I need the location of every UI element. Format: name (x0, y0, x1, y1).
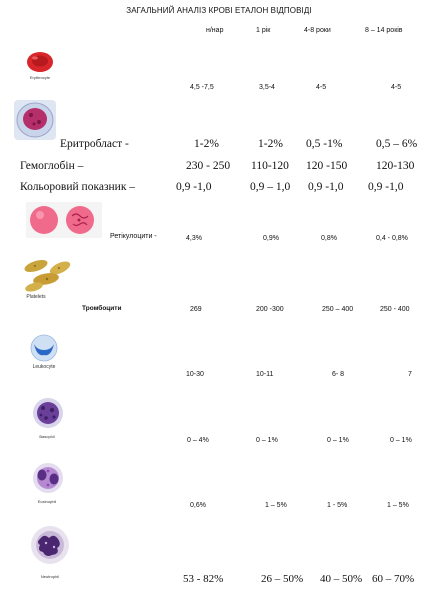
col-header-4-8-years: 4-8 роки (304, 27, 331, 34)
color-index-value-4-8: 0,9 -1,0 (308, 181, 344, 193)
col-header-newborn: н/нар (206, 27, 224, 34)
reticulocytes-value-4-8: 0,8% (321, 235, 337, 242)
hemoglobin-value-4-8: 120 -150 (306, 160, 348, 172)
hemoglobin-value-1-year: 110-120 (251, 160, 289, 172)
hemoglobin-value-8-14: 120-130 (376, 160, 415, 172)
basophil-caption: Basophil (39, 434, 55, 439)
leukocyte-value-8-14: 7 (408, 371, 412, 378)
erythroblast-value-1-year: 1-2% (258, 138, 283, 150)
page-title: ЗАГАЛЬНИЙ АНАЛІЗ КРОВІ ЕТАЛОН ВІДПОВІДІ (126, 6, 312, 15)
thrombocytes-label: Тромбоцити (82, 305, 122, 312)
hemoglobin-value-newborn: 230 - 250 (186, 160, 231, 172)
basophil-value-8-14: 0 – 1% (390, 437, 412, 444)
eosinophil-caption: Eosinophil (37, 499, 57, 504)
eosinophil-value-1-year: 1 – 5% (265, 502, 287, 509)
eosinophil-value-4-8: 1 - 5% (327, 502, 348, 509)
platelets-image (22, 256, 74, 292)
col-header-1-year: 1 рік (256, 27, 271, 34)
erythrocyte-caption: Erythrocyte (29, 75, 51, 80)
leukocyte-value-4-8: 6- 8 (332, 371, 345, 378)
neutrophil-caption: Neutrophil (40, 574, 60, 579)
neutrophil-value-newborn: 53 - 82% (183, 573, 224, 585)
erythrocyte-value-4-8: 4-5 (316, 84, 327, 91)
erythroblast-value-newborn: 1-2% (194, 138, 219, 150)
leukocyte-image (26, 333, 62, 363)
leukocyte-caption: Leukocyte (32, 364, 56, 370)
eosinophil-value-8-14: 1 – 5% (387, 502, 409, 509)
thrombocytes-value-4-8: 250 – 400 (322, 306, 354, 313)
reticulocytes-value-1-year: 0,9% (263, 235, 279, 242)
thrombocytes-value-1-year: 200 -300 (256, 306, 284, 313)
leukocyte-value-newborn: 10-30 (186, 371, 204, 378)
eosinophil-image (30, 460, 66, 496)
erythrocyte-value-newborn: 4,5 -7,5 (190, 84, 214, 91)
neutrophil-value-8-14: 60 – 70% (372, 573, 415, 585)
color-index-value-1-year: 0,9 – 1,0 (250, 181, 291, 193)
thrombocytes-value-newborn: 269 (190, 306, 202, 313)
erythroblast-value-4-8: 0,5 -1% (306, 138, 343, 150)
thrombocytes-value-8-14: 250 - 400 (380, 306, 410, 313)
basophil-value-1-year: 0 – 1% (256, 437, 278, 444)
hemoglobin-label: Гемоглобін – (20, 160, 84, 172)
basophil-value-4-8: 0 – 1% (327, 437, 349, 444)
erythroblast-label: Еритробласт - (60, 138, 129, 150)
neutrophil-value-4-8: 40 – 50% (320, 573, 363, 585)
erythrocyte-image (25, 50, 55, 74)
reticulocytes-value-8-14: 0,4 - 0,8% (376, 235, 408, 242)
erythrocyte-value-1-year: 3,5-4 (259, 84, 275, 91)
platelets-caption: Platelets (26, 294, 46, 300)
erythroblast-image (14, 100, 56, 140)
reticulocyte-image (26, 202, 102, 238)
neutrophil-value-1-year: 26 – 50% (261, 573, 304, 585)
eosinophil-value-newborn: 0,6% (190, 502, 206, 509)
erythrocyte-value-8-14: 4-5 (391, 84, 402, 91)
reticulocytes-label: Ретікулоцити - (110, 233, 157, 240)
neutrophil-image (28, 523, 72, 567)
color-index-value-8-14: 0,9 -1,0 (368, 181, 404, 193)
erythroblast-value-8-14: 0,5 – 6% (376, 138, 418, 150)
color-index-label: Кольоровий показник – (20, 181, 136, 193)
basophil-value-newborn: 0 – 4% (187, 437, 209, 444)
basophil-image (30, 396, 66, 430)
color-index-value-newborn: 0,9 -1,0 (176, 181, 212, 193)
leukocyte-value-1-year: 10-11 (256, 371, 274, 378)
col-header-8-14-years: 8 – 14 років (365, 27, 403, 34)
reticulocytes-value-newborn: 4,3% (186, 235, 202, 242)
